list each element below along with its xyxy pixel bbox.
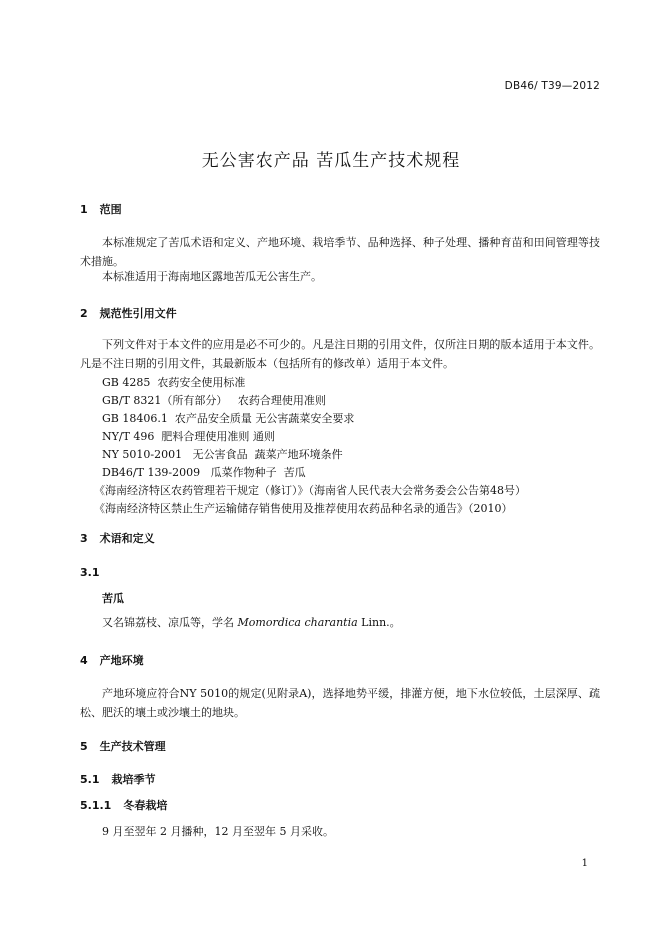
page-number: 1 (581, 858, 588, 869)
term-definition: 又名锦荔枝、凉瓜等，学名 Momordica charantia Linn.。 (102, 616, 401, 629)
subsection-5-1-1-heading: 5.1.1 冬春栽培 (80, 799, 168, 812)
reference-item: GB/T 8321（所有部分） 农药合理使用准则 (102, 394, 326, 407)
section-1-paragraph-1: 本标准规定了苦瓜术语和定义、产地环境、栽培季节、品种选择、种子处理、播种育苗和田间管理等技术措施。 (80, 236, 600, 268)
reference-item: 《海南经济特区禁止生产运输储存销售使用及推荐使用农药品种名录的通告》（2010） (94, 502, 513, 515)
section-2-heading: 2 规范性引用文件 (80, 307, 177, 320)
section-1-paragraph-2: 本标准适用于海南地区露地苦瓜无公害生产。 (102, 270, 322, 283)
doc-code: DB46/ T39—2012 (504, 80, 600, 92)
reference-item: GB 4285 农药安全使用标准 (102, 376, 246, 389)
subsection-5-1-heading: 5.1 栽培季节 (80, 773, 156, 786)
reference-item: DB46/T 139-2009 瓜菜作物种子 苦瓜 (102, 466, 306, 479)
section-4-paragraph-1: 产地环境应符合NY 5010的规定(见附录A)，选择地势平缓，排灌方便，地下水位较低，土层深厚、疏松、肥沃的壤土或沙壤土的地块。 (80, 687, 600, 719)
reference-item: NY 5010-2001 无公害食品 蔬菜产地环境条件 (102, 448, 343, 461)
section-3-heading: 3 术语和定义 (80, 532, 155, 545)
section-4-heading: 4 产地环境 (80, 654, 144, 667)
section-1-heading: 1 范围 (80, 203, 122, 216)
section-5-paragraph-1: 9 月至翌年 2 月播种，12 月至翌年 5 月采收。 (102, 825, 334, 838)
subsection-3-1-heading: 3.1 (80, 566, 100, 579)
reference-item: GB 18406.1 农产品安全质量 无公害蔬菜安全要求 (102, 412, 355, 425)
section-2-paragraph-1: 下列文件对于本文件的应用是必不可少的。凡是注日期的引用文件，仅所注日期的版本适用于本文件。凡是不注日期的引用文件，其最新版本（包括所有的修改单）适用于本文件。 (80, 338, 600, 370)
reference-item: NY/T 496 肥料合理使用准则 通则 (102, 430, 275, 443)
reference-item: 《海南经济特区农药管理若干规定（修订）》（海南省人民代表大会常务委会公告第48号） (94, 484, 526, 497)
section-5-heading: 5 生产技术管理 (80, 740, 166, 753)
page-title: 无公害农产品 苦瓜生产技术规程 (201, 151, 461, 171)
term-name: 苦瓜 (102, 592, 124, 605)
